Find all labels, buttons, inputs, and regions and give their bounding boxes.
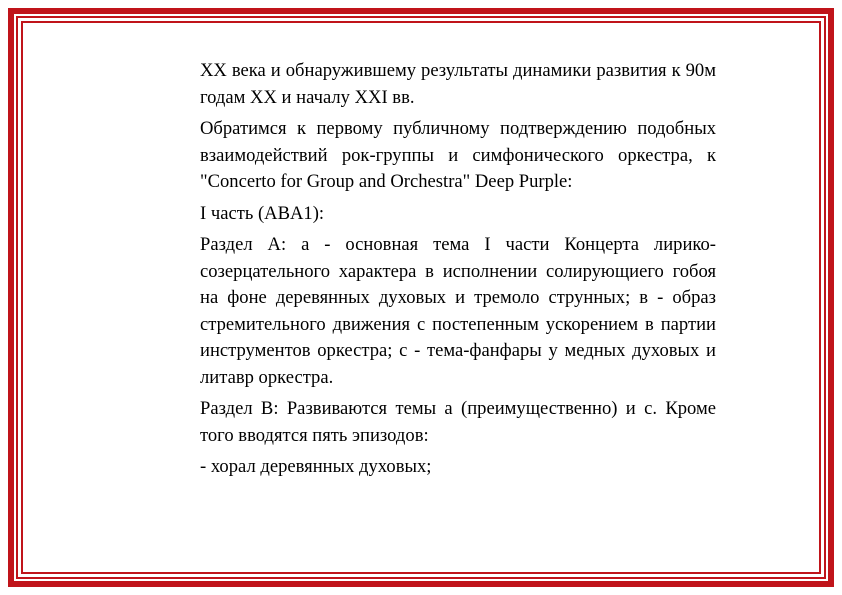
paragraph-part-one-heading: I часть (ABA1): xyxy=(200,202,325,224)
paragraph-concerto-reference: Обратимся к первому публичному подтверждению подобных взаимодействий рок-группы и симфонического оркестра, к "Concerto for Group and Orchestra" Deep Purple: xyxy=(200,118,716,192)
paragraph-intro-continuation: XX века и обнаружившему результаты динамики развития к 90м годам XX и началу XXI вв. xyxy=(200,60,716,108)
paragraph-section-b: Раздел В: Развиваются темы а (преимущественно) и с. Кроме того вводятся пять эпизодов: xyxy=(200,398,716,446)
slide-text-body xyxy=(200,58,716,486)
paragraph-section-a: Раздел А: а - основная тема I части Концерта лирико-созерцательного характера в исполнении солирующиего гобоя на фоне деревянных духовых и тремоло струнных; в - образ стремительного движения с постепенным ускорением в партии инструментов оркестра; с - тема-фанфары у медных духовых и литавр оркестра. xyxy=(200,234,716,388)
paragraph-episode-chorale: - хорал деревянных духовых; xyxy=(200,456,432,477)
